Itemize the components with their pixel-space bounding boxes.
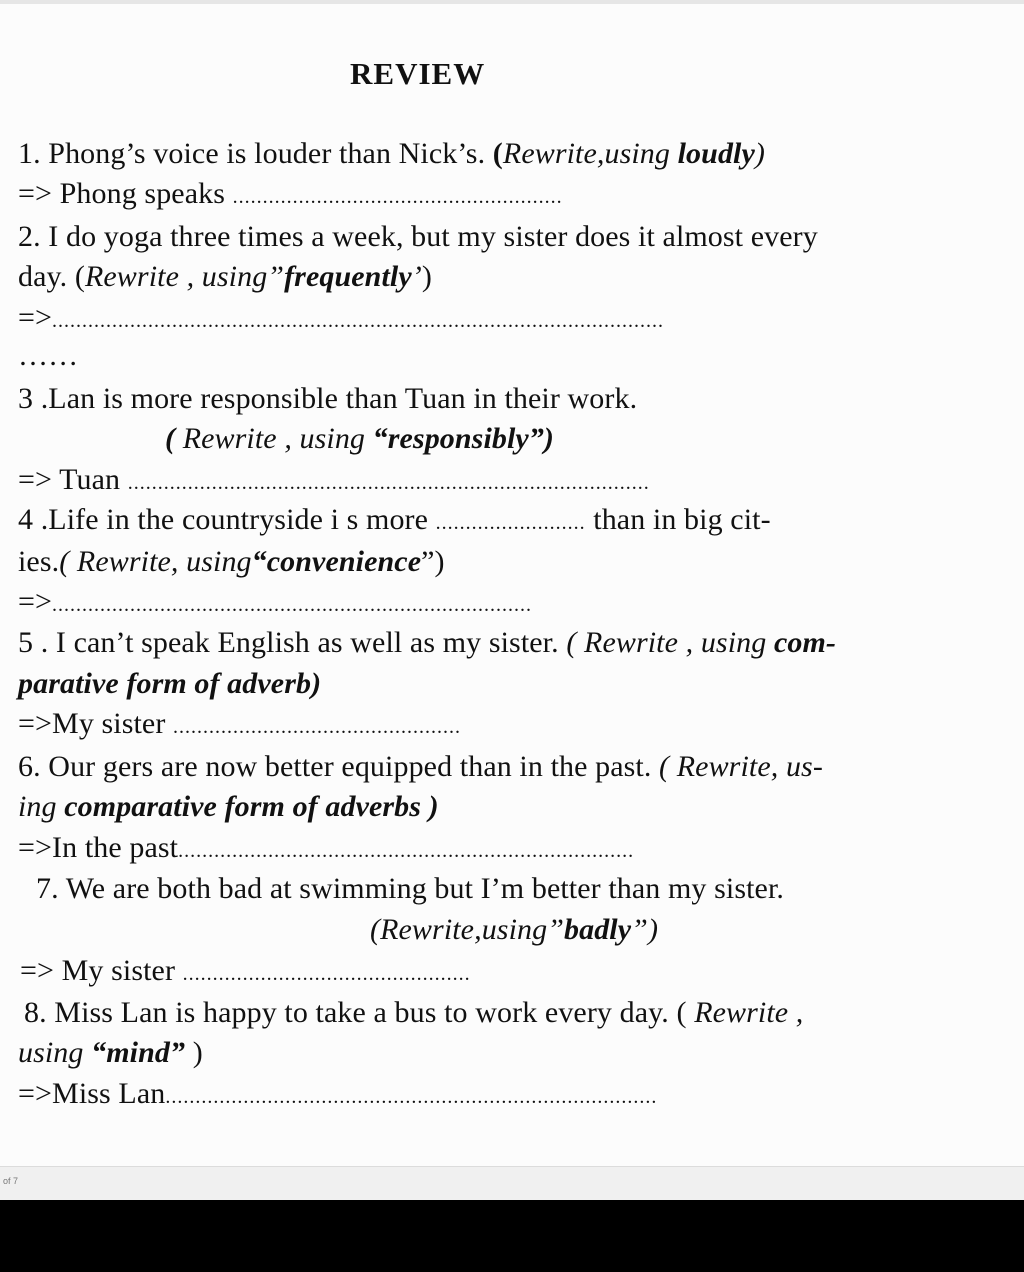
answer-6-prefix: =>In the past (18, 831, 179, 864)
question-4-instruction: ( Rewrite, using (59, 545, 252, 578)
question-4-blank: ......................... (435, 512, 586, 534)
question-4-line-2 (18, 544, 445, 580)
question-1-paren-close: ) (754, 137, 765, 170)
answer-5-prefix: =>My sister (18, 707, 174, 740)
question-8-instruction-cont: using (18, 1036, 92, 1069)
answer-4-blank: ................................................................................ (52, 594, 533, 616)
question-3-line-1: 3 .Lan is more responsible than Tuan in their work. (18, 382, 638, 415)
question-4-text-c: ies. (18, 545, 60, 578)
question-1-text: 1. Phong’s voice is louder than Nick’s. (18, 137, 493, 170)
page-top-edge (0, 0, 1024, 4)
screen-bottom-bar (0, 1200, 1024, 1272)
question-6-line-1 (18, 749, 823, 785)
question-8-instruction: Rewrite , (694, 996, 804, 1029)
question-2-text: day. ( (18, 260, 85, 293)
question-6-instruction: ( Rewrite, us- (659, 750, 823, 783)
question-4-line-1 (18, 502, 771, 541)
answer-1-blank: ....................................................... (232, 186, 563, 208)
answer-6 (18, 830, 634, 869)
question-1-paren-open: ( (492, 137, 503, 170)
question-6-instruction-cont: ing (18, 790, 65, 823)
question-6-text: 6. Our gers are now better equipped than in the past. (18, 750, 660, 783)
question-5-text: 5 . I can’t speak English as well as my sister. (18, 626, 567, 659)
question-8-paren-close: ) (185, 1036, 203, 1069)
answer-2-continuation: …… (18, 339, 79, 372)
question-5-line-1 (18, 625, 836, 661)
question-7-keyword: badly (564, 913, 632, 946)
answer-8 (18, 1076, 657, 1115)
question-3-instruction: Rewrite , using (182, 422, 373, 455)
answer-6-blank: ............................................................................ (178, 840, 635, 862)
answer-2-prefix: => (18, 301, 53, 334)
question-2-paren-close: ) (421, 260, 432, 293)
answer-3-blank: ....................................................................................... (127, 472, 650, 494)
answer-4 (18, 584, 532, 623)
question-2-keyword: frequently (284, 260, 412, 293)
question-6-line-2 (18, 789, 439, 825)
page-title: REVIEW (350, 56, 486, 91)
answer-4-prefix: => (18, 585, 53, 618)
question-2-quote-close: ’ (411, 260, 422, 293)
answer-5 (18, 706, 461, 745)
question-4-keyword-close: ”) (421, 545, 445, 578)
answer-2 (18, 300, 664, 339)
question-1-instruction: Rewrite,using (502, 137, 678, 170)
answer-1-prefix: => Phong speaks (18, 177, 233, 210)
question-7-keyword-close: ”) (631, 913, 659, 946)
question-5-line-2: parative form of adverb) (18, 667, 322, 700)
question-5-instruction-bold: com- (773, 626, 836, 659)
answer-7 (20, 953, 471, 992)
answer-1 (18, 176, 563, 215)
question-2-quote-open: ” (267, 260, 285, 293)
answer-3-prefix: => Tuan (18, 463, 128, 496)
question-3-keyword: “responsibly”) (372, 422, 555, 455)
question-6-instruction-bold: comparative form of adverbs ) (64, 790, 439, 823)
question-1-keyword: loudly (677, 137, 755, 170)
question-7-line-1: 7. We are both bad at swimming but I’m better than my sister. (36, 872, 784, 905)
question-3-line-2 (165, 421, 554, 457)
question-8-line-1 (24, 995, 803, 1031)
question-2-instruction: Rewrite , using (84, 260, 268, 293)
question-7-line-2 (370, 912, 658, 948)
question-8-line-2 (18, 1035, 203, 1071)
question-2-line-2 (18, 259, 432, 295)
question-8-text: 8. Miss Lan is happy to take a bus to work every day. ( (24, 996, 695, 1029)
question-4-text-b: than in big cit- (585, 503, 771, 536)
answer-8-prefix: =>Miss Lan (18, 1077, 166, 1110)
answer-8-blank: .................................................................................. (165, 1086, 658, 1108)
question-7-instruction: (Rewrite,using” (370, 913, 564, 946)
answer-7-blank: ................................................ (182, 963, 471, 985)
question-4-text-a: 4 .Life in the countryside i s more (18, 503, 436, 536)
answer-7-prefix: => My sister (20, 954, 183, 987)
page-indicator: of 7 (3, 1176, 19, 1186)
question-3-paren-open: ( (165, 422, 183, 455)
answer-3 (18, 462, 650, 501)
question-8-keyword: “mind” (91, 1036, 186, 1069)
question-5-instruction: ( Rewrite , using (566, 626, 774, 659)
question-1 (18, 136, 765, 172)
answer-5-blank: ................................................ (173, 716, 462, 738)
viewer-footer (0, 1166, 1024, 1200)
question-4-keyword: “convenience (251, 545, 422, 578)
answer-2-blank: ...................................................................................................... (52, 310, 665, 332)
question-2-line-1: 2. I do yoga three times a week, but my sister does it almost every (18, 220, 818, 253)
